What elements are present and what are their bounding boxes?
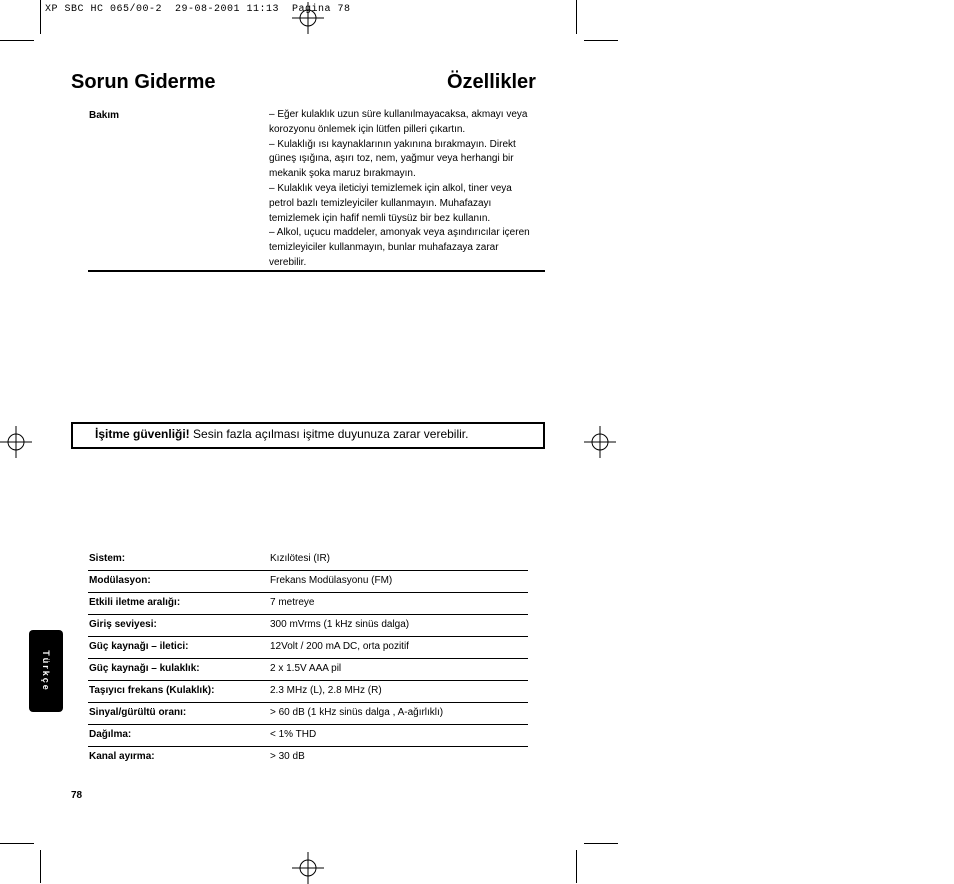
spec-label: Güç kaynağı – kulaklık: xyxy=(89,663,200,674)
spec-value: Kızılötesi (IR) xyxy=(270,553,331,564)
spec-label: Etkili iletme aralığı: xyxy=(89,597,181,608)
crop-mark xyxy=(576,0,577,34)
table-row xyxy=(88,571,528,593)
spec-value: 2.3 MHz (L), 2.8 MHz (R) xyxy=(270,685,382,696)
registration-mark-icon xyxy=(584,426,616,458)
maintenance-line: temizleyiciler kullanmayın, bunlar muhafazaya zarar xyxy=(269,242,499,254)
crop-mark xyxy=(40,0,41,34)
page-number: 78 xyxy=(71,790,83,801)
maintenance-line: mekanik şoka maruz bırakmayın. xyxy=(269,168,416,180)
hearing-safety-warning xyxy=(71,422,545,449)
warning-text: Sesin fazla açılması işitme duyunuza zarar verebilir. xyxy=(189,427,469,441)
maintenance-line: petrol bazlı temizleyiciler kullanmayın. Muhafazayı xyxy=(269,197,492,209)
spec-value: > 30 dB xyxy=(270,751,305,762)
table-row xyxy=(88,703,528,725)
table-row xyxy=(88,593,528,615)
table-row xyxy=(88,747,528,769)
spec-value: 2 x 1.5V AAA pil xyxy=(270,663,342,674)
crop-mark xyxy=(0,843,34,844)
spec-label: Giriş seviyesi: xyxy=(89,619,157,630)
maintenance-line: güneş ışığına, aşırı toz, nem, yağmur veya herhangi bir xyxy=(269,153,514,165)
crop-mark xyxy=(584,843,618,844)
spec-value: < 1% THD xyxy=(270,729,317,740)
specifications-table xyxy=(88,549,528,769)
language-tab-label: Türkçe xyxy=(41,650,51,692)
maintenance-line: verebilir. xyxy=(269,256,307,268)
maintenance-line: korozyonu önlemek için lütfen pilleri çıkartın. xyxy=(269,123,466,135)
crop-mark xyxy=(0,40,34,41)
page-title-left: Sorun Giderme xyxy=(71,71,216,93)
spec-value: 300 mVrms (1 kHz sinüs dalga) xyxy=(270,619,410,630)
spec-label: Dağılma: xyxy=(89,729,132,740)
spec-label: Sistem: xyxy=(89,553,126,564)
spec-label: Sinyal/gürültü oranı: xyxy=(89,707,187,718)
spec-value: 12Volt / 200 mA DC, orta pozitif xyxy=(270,641,409,652)
maintenance-line: – Kulaklık veya ileticiyi temizlemek için alkol, tiner veya xyxy=(269,182,512,194)
registration-mark-icon xyxy=(292,852,324,884)
section-divider xyxy=(88,270,545,272)
maintenance-text xyxy=(269,108,545,271)
registration-mark-icon xyxy=(292,2,324,34)
print-header: XP SBC HC 065/00-2 29-08-2001 11:13 Pagina 78 xyxy=(45,4,351,15)
maintenance-line: – Eğer kulaklık uzun süre kullanılmayacaksa, akmayı veya xyxy=(269,109,528,120)
spec-value: > 60 dB (1 kHz sinüs dalga , A-ağırlıklı) xyxy=(270,707,444,718)
maintenance-line: – Kulaklığı ısı kaynaklarının yakınına bırakmayın. Direkt xyxy=(269,138,516,150)
spec-label: Kanal ayırma: xyxy=(89,751,155,762)
spec-value: 7 metreye xyxy=(270,597,315,608)
spec-label: Taşıyıcı frekans (Kulaklık): xyxy=(89,685,215,696)
table-row xyxy=(88,681,528,703)
table-row xyxy=(88,659,528,681)
table-row xyxy=(88,637,528,659)
warning-title: İşitme güvenliği! xyxy=(95,427,190,441)
page-title-right: Özellikler xyxy=(447,71,536,93)
table-row xyxy=(88,725,528,747)
registration-mark-icon xyxy=(0,426,32,458)
table-row xyxy=(88,549,528,571)
maintenance-label: Bakım xyxy=(89,110,120,121)
spec-label: Modülasyon: xyxy=(89,575,151,586)
crop-mark xyxy=(584,40,618,41)
crop-mark xyxy=(576,850,577,883)
spec-label: Güç kaynağı – iletici: xyxy=(89,641,189,652)
maintenance-line: – Alkol, uçucu maddeler, amonyak veya aşındırıcılar içeren xyxy=(269,227,530,239)
maintenance-line: temizlemek için hafif nemli tüysüz bir bez kullanın. xyxy=(269,212,491,224)
spec-value: Frekans Modülasyonu (FM) xyxy=(270,575,393,586)
table-row xyxy=(88,615,528,637)
language-tab xyxy=(29,630,63,712)
crop-mark xyxy=(40,850,41,883)
